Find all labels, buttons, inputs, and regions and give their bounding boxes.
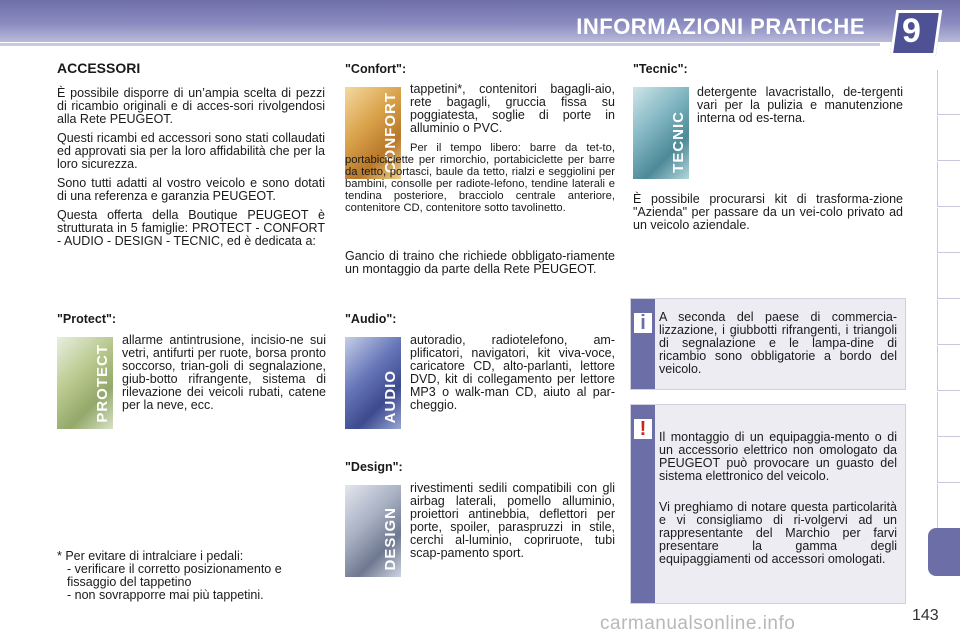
section-heading: ACCESSORI xyxy=(57,60,141,76)
confort-image-label: CONFORT xyxy=(382,91,399,173)
chapter-tab[interactable] xyxy=(937,162,960,207)
tecnic-image-label: TECNIC xyxy=(670,111,687,173)
chapter-tabs xyxy=(930,70,960,580)
warning-note xyxy=(630,404,906,604)
tecnic-text: detergente lavacristallo, de-tergenti vari per la pulizia e manutenzione interna od es-terna. xyxy=(697,85,903,125)
protect-text: allarme antintrusione, incisio-ne sui vetri, antifurti per ruote, borsa pronto soccorso, trian-goli di segnalazione, giub-botto rifrangente, sistema di rilevazione dei veicoli rubati, catene per la neve, ecc. xyxy=(122,333,326,412)
chapter-tab-active[interactable] xyxy=(928,528,960,576)
audio-image-label: AUDIO xyxy=(382,369,399,423)
footnote-intro: * Per evitare di intralciare i pedali: xyxy=(57,549,244,563)
chapter-tab[interactable] xyxy=(937,300,960,345)
warning-note-text: Il montaggio di un equipaggia-mento o di un accessorio elettrico non omologato da PEUGEOT può provocare un guasto del sistema elettronico del veicolo. xyxy=(659,430,897,483)
warning-note-text-2: Vi preghiamo di notare questa particolarità e vi consigliamo di ri-volgervi ad un rappresentante del Marchio per farvi presentare la gamma degli equipaggiamenti od accessori omologati. xyxy=(659,500,897,566)
chapter-tab[interactable] xyxy=(937,392,960,437)
info-icon: i xyxy=(632,311,654,335)
protect-image xyxy=(57,337,113,429)
chapter-tab[interactable] xyxy=(937,254,960,299)
tecnic-after-text: È possibile procurarsi kit di trasforma-zione "Azienda" per passare da un vei-colo privato ad un veicolo aziendale. xyxy=(633,192,903,232)
chapter-tab[interactable] xyxy=(937,208,960,253)
chapter-tab[interactable] xyxy=(937,116,960,161)
intro-paragraph: Questi ricambi ed accessori sono stati collaudati ed approvati sia per la loro affidabilità che per la loro sicurezza. xyxy=(57,131,325,171)
page-title: INFORMAZIONI PRATICHE xyxy=(576,14,865,39)
audio-image xyxy=(345,337,401,429)
chapter-tab[interactable] xyxy=(937,346,960,391)
design-title: "Design": xyxy=(345,460,403,474)
audio-title: "Audio": xyxy=(345,312,397,326)
intro-paragraph: È possibile disporre di un’ampia scelta di pezzi di ricambio originali e di acces-sori rivolgendosi alla Rete PEUGEOT. xyxy=(57,86,325,126)
tecnic-title: "Tecnic": xyxy=(633,62,688,76)
watermark: carmanualsonline.info xyxy=(600,613,796,634)
chapter-tab[interactable] xyxy=(937,70,960,115)
footnote-item: - non sovrapporre mai più tappetini. xyxy=(67,588,264,602)
intro-paragraph: Questa offerta della Boutique PEUGEOT è strutturata in 5 famiglie: PROTECT - CONFORT - AUDIO - DESIGN - TECNIC, ed è dedicata a: xyxy=(57,208,325,248)
design-text: rivestimenti sedili compatibili con gli airbag laterali, pomello alluminio, proiettori antinebbia, deflettori per porte, spoiler, paraspruzzi in stile, cerchi al-luminio, copriruote, tubi scap-pamento sport. xyxy=(410,481,615,560)
tecnic-image xyxy=(633,87,689,179)
chapter-tab[interactable] xyxy=(937,484,960,529)
confort-leisure-paragraph: Per il tempo libero: barre da tet-to, portabiciclette per rimorchio, portabiciclette per barre da tetto, portasci, baule da tetto, rialzi e seggiolini per bambini, consolle per radiote-lefono, tendine laterali e tendina posteriore, bracciolo centrale anteriore, contenitore CD, contenitore sotto tavolinetto. xyxy=(345,142,615,214)
confort-towbar-text: Gancio di traino che richiede obbligato-riamente un montaggio da parte della Rete PEUGEOT. xyxy=(345,249,615,276)
chapter-tab[interactable] xyxy=(937,438,960,483)
footnote-item: - verificare il corretto posizionamento e fissaggio del tappetino xyxy=(67,562,282,589)
header-rule xyxy=(0,43,880,46)
design-image-label: DESIGN xyxy=(382,507,399,571)
info-note xyxy=(630,298,906,390)
intro-paragraph: Sono tutti adatti al vostro veicolo e sono dotati di una referenza e garanzia PEUGEOT. xyxy=(57,176,325,203)
design-image xyxy=(345,485,401,577)
protect-title: "Protect": xyxy=(57,312,117,326)
chapter-number: 9 xyxy=(902,12,921,50)
warning-icon: ! xyxy=(632,417,654,441)
footnote xyxy=(57,550,327,602)
protect-image-label: PROTECT xyxy=(94,344,111,423)
accessori-column xyxy=(57,62,325,254)
confort-title: "Confort": xyxy=(345,62,407,76)
audio-text: autoradio, radiotelefono, am-plificatori, navigatori, kit viva-voce, caricatore CD, alto-parlanti, lettore DVD, kit di collegamento per lettore MP3 o walk-man CD, aiuto al par-cheggio. xyxy=(410,333,615,412)
info-note-text: A seconda del paese di commercia-lizzazione, i giubbotti rifrangenti, i triangoli di segnalazione e le lampa-dine di ricambio sono obbligatorie a bordo del veicolo. xyxy=(659,310,897,376)
confort-text: tappetini*, contenitori bagagli-aio, rete bagagli, gruccia fissa su poggiatesta, soglie di porte in alluminio o PVC. xyxy=(410,82,615,135)
page-header xyxy=(0,0,960,50)
page-number: 143 xyxy=(912,607,939,624)
